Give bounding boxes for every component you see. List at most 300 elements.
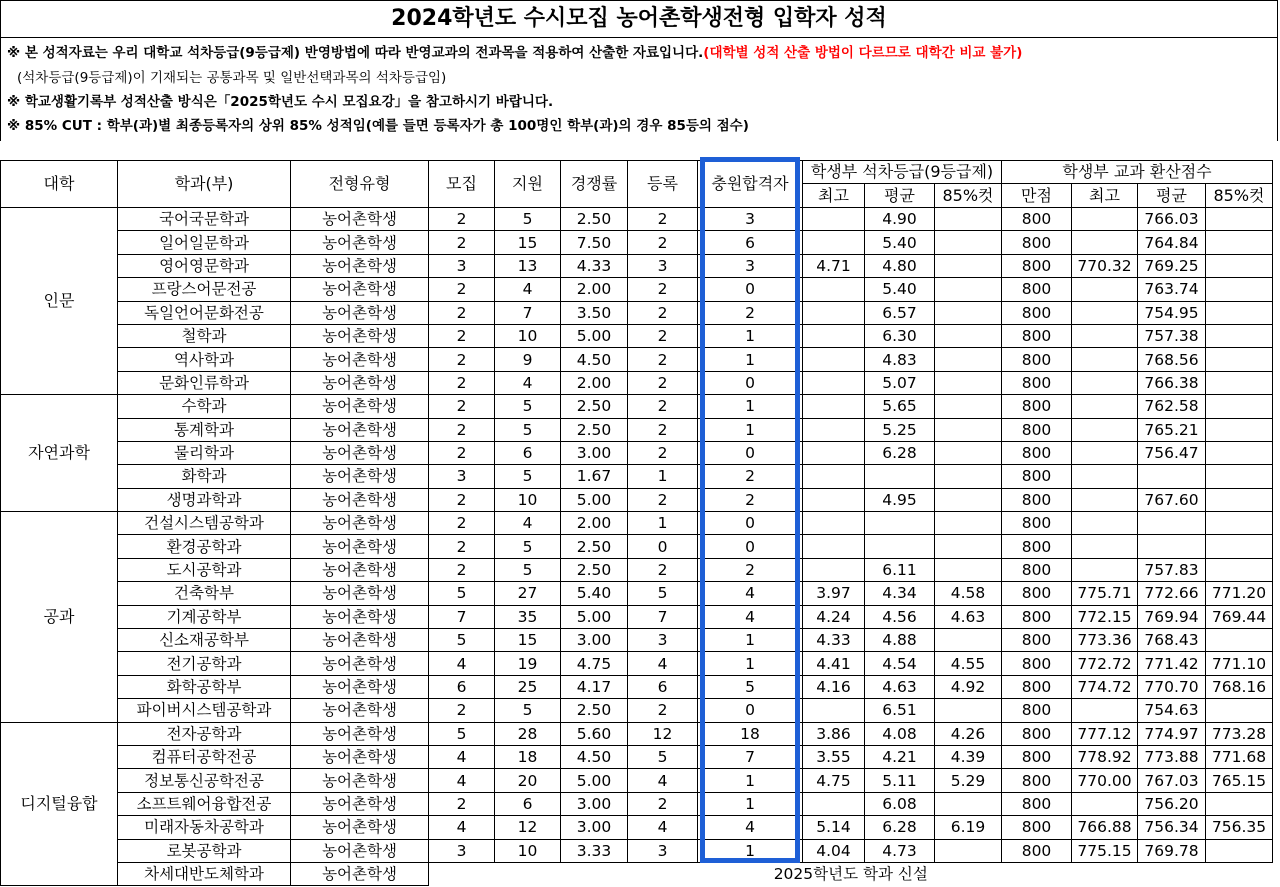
g-avg-cell: 6.30 <box>865 324 935 347</box>
enroll-cell: 2 <box>628 441 698 464</box>
extra-cell: 0 <box>698 699 803 722</box>
type-cell: 농어촌학생 <box>291 535 429 558</box>
s-full-cell: 800 <box>1002 652 1072 675</box>
g-85-cell: 4.39 <box>935 745 1002 768</box>
s-avg-cell: 762.58 <box>1138 395 1206 418</box>
s-max-cell: 775.71 <box>1072 582 1138 605</box>
g-avg-cell: 6.11 <box>865 558 935 581</box>
dept-cell: 차세대반도체학과 <box>118 862 291 885</box>
apply-cell: 6 <box>495 441 561 464</box>
g-max-cell <box>803 324 865 347</box>
ratio-cell: 3.00 <box>561 816 628 839</box>
s-avg-cell: 754.63 <box>1138 699 1206 722</box>
s-avg-cell: 769.78 <box>1138 839 1206 862</box>
s-avg-cell: 756.34 <box>1138 816 1206 839</box>
s-max-cell <box>1072 278 1138 301</box>
s-85-cell: 771.20 <box>1206 582 1273 605</box>
enroll-cell: 2 <box>628 558 698 581</box>
s-max-cell: 766.88 <box>1072 816 1138 839</box>
extra-cell: 1 <box>698 839 803 862</box>
extra-cell: 2 <box>698 558 803 581</box>
table-row <box>1 208 1273 231</box>
table-row <box>1 558 1273 581</box>
table-row <box>1 816 1273 839</box>
g-85-cell: 4.26 <box>935 722 1002 745</box>
s-avg-cell: 756.47 <box>1138 441 1206 464</box>
g-max-cell <box>803 465 865 488</box>
g-avg-cell: 6.08 <box>865 792 935 815</box>
dept-cell: 프랑스어문전공 <box>118 278 291 301</box>
dept-cell: 통계학과 <box>118 418 291 441</box>
dept-cell: 전기공학과 <box>118 652 291 675</box>
g-max-cell <box>803 512 865 535</box>
g-avg-cell: 4.08 <box>865 722 935 745</box>
s-max-cell <box>1072 395 1138 418</box>
table-row <box>1 488 1273 511</box>
g-max-cell <box>803 301 865 324</box>
apply-cell: 12 <box>495 816 561 839</box>
s-avg-cell: 763.74 <box>1138 278 1206 301</box>
g-max-cell: 4.33 <box>803 629 865 652</box>
table-row <box>1 582 1273 605</box>
s-avg-cell: 770.70 <box>1138 675 1206 698</box>
s-85-cell <box>1206 792 1273 815</box>
header-score-85: 85%컷 <box>1206 184 1273 208</box>
apply-cell: 20 <box>495 769 561 792</box>
g-avg-cell: 4.95 <box>865 488 935 511</box>
table-row <box>1 324 1273 347</box>
s-85-cell <box>1206 208 1273 231</box>
enroll-cell: 0 <box>628 535 698 558</box>
enroll-cell: 2 <box>628 324 698 347</box>
g-max-cell <box>803 792 865 815</box>
s-max-cell: 774.72 <box>1072 675 1138 698</box>
g-avg-cell <box>865 535 935 558</box>
table-row <box>1 652 1273 675</box>
s-85-cell: 756.35 <box>1206 816 1273 839</box>
ratio-cell: 2.50 <box>561 558 628 581</box>
quota-cell: 2 <box>429 324 495 347</box>
enroll-cell: 3 <box>628 629 698 652</box>
g-max-cell <box>803 395 865 418</box>
quota-cell: 2 <box>429 792 495 815</box>
ratio-cell: 3.00 <box>561 792 628 815</box>
enroll-cell: 1 <box>628 465 698 488</box>
s-full-cell: 800 <box>1002 488 1072 511</box>
apply-cell: 15 <box>495 231 561 254</box>
header-score-max: 최고 <box>1072 184 1138 208</box>
apply-cell: 5 <box>495 465 561 488</box>
apply-cell: 10 <box>495 488 561 511</box>
s-85-cell: 769.44 <box>1206 605 1273 628</box>
type-cell: 농어촌학생 <box>291 278 429 301</box>
s-85-cell <box>1206 512 1273 535</box>
enroll-cell: 4 <box>628 652 698 675</box>
apply-cell: 7 <box>495 301 561 324</box>
quota-cell: 2 <box>429 395 495 418</box>
s-85-cell <box>1206 558 1273 581</box>
ratio-cell: 2.00 <box>561 512 628 535</box>
g-85-cell <box>935 278 1002 301</box>
s-full-cell: 800 <box>1002 278 1072 301</box>
g-avg-cell: 4.56 <box>865 605 935 628</box>
s-full-cell: 800 <box>1002 558 1072 581</box>
ratio-cell: 4.50 <box>561 348 628 371</box>
s-avg-cell: 757.83 <box>1138 558 1206 581</box>
s-full-cell: 800 <box>1002 839 1072 862</box>
ratio-cell: 7.50 <box>561 231 628 254</box>
s-full-cell: 800 <box>1002 208 1072 231</box>
g-max-cell <box>803 558 865 581</box>
apply-cell: 4 <box>495 371 561 394</box>
s-max-cell <box>1072 441 1138 464</box>
g-max-cell: 5.14 <box>803 816 865 839</box>
g-85-cell: 4.58 <box>935 582 1002 605</box>
s-max-cell: 777.12 <box>1072 722 1138 745</box>
ratio-cell: 3.33 <box>561 839 628 862</box>
extra-cell: 4 <box>698 582 803 605</box>
ratio-cell: 4.50 <box>561 745 628 768</box>
g-85-cell <box>935 324 1002 347</box>
apply-cell: 5 <box>495 535 561 558</box>
s-full-cell: 800 <box>1002 371 1072 394</box>
dept-cell: 화학공학부 <box>118 675 291 698</box>
s-max-cell <box>1072 231 1138 254</box>
g-avg-cell: 4.80 <box>865 254 935 277</box>
s-avg-cell <box>1138 465 1206 488</box>
dept-cell: 수학과 <box>118 395 291 418</box>
dept-cell: 정보통신공학전공 <box>118 769 291 792</box>
extra-cell: 6 <box>698 231 803 254</box>
ratio-cell: 3.00 <box>561 629 628 652</box>
ratio-cell: 4.17 <box>561 675 628 698</box>
extra-cell: 1 <box>698 652 803 675</box>
header-enroll: 등록 <box>628 161 698 208</box>
table-row <box>1 605 1273 628</box>
dept-cell: 일어일문학과 <box>118 231 291 254</box>
extra-cell: 1 <box>698 769 803 792</box>
table-row <box>1 792 1273 815</box>
table-row <box>1 465 1273 488</box>
apply-cell: 15 <box>495 629 561 652</box>
ratio-cell: 2.00 <box>561 371 628 394</box>
apply-cell: 9 <box>495 348 561 371</box>
type-cell: 농어촌학생 <box>291 254 429 277</box>
s-full-cell: 800 <box>1002 441 1072 464</box>
s-85-cell <box>1206 441 1273 464</box>
quota-cell: 2 <box>429 512 495 535</box>
dept-cell: 철학과 <box>118 324 291 347</box>
dept-cell: 영어영문학과 <box>118 254 291 277</box>
dept-cell: 독일언어문화전공 <box>118 301 291 324</box>
type-cell: 농어촌학생 <box>291 558 429 581</box>
dept-cell: 신소재공학부 <box>118 629 291 652</box>
table-row <box>1 745 1273 768</box>
ratio-cell: 2.50 <box>561 699 628 722</box>
quota-cell: 2 <box>429 441 495 464</box>
type-cell: 농어촌학생 <box>291 839 429 862</box>
type-cell: 농어촌학생 <box>291 675 429 698</box>
quota-cell: 2 <box>429 418 495 441</box>
extra-cell: 1 <box>698 348 803 371</box>
s-85-cell: 768.16 <box>1206 675 1273 698</box>
s-85-cell: 773.28 <box>1206 722 1273 745</box>
s-full-cell: 800 <box>1002 348 1072 371</box>
g-avg-cell: 4.63 <box>865 675 935 698</box>
g-max-cell <box>803 418 865 441</box>
s-85-cell <box>1206 301 1273 324</box>
header-score-group: 학생부 교과 환산점수 <box>1002 161 1273 184</box>
g-85-cell <box>935 465 1002 488</box>
quota-cell: 2 <box>429 278 495 301</box>
table-row <box>1 535 1273 558</box>
s-max-cell <box>1072 371 1138 394</box>
extra-cell: 4 <box>698 605 803 628</box>
header-score-avg: 평균 <box>1138 184 1206 208</box>
g-85-cell: 4.55 <box>935 652 1002 675</box>
s-full-cell: 800 <box>1002 231 1072 254</box>
ratio-cell: 2.50 <box>561 208 628 231</box>
s-full-cell: 800 <box>1002 512 1072 535</box>
dept-cell: 환경공학과 <box>118 535 291 558</box>
quota-cell: 5 <box>429 629 495 652</box>
table-row <box>1 395 1273 418</box>
extra-cell: 0 <box>698 441 803 464</box>
s-avg-cell: 767.03 <box>1138 769 1206 792</box>
s-avg-cell <box>1138 535 1206 558</box>
s-full-cell: 800 <box>1002 745 1072 768</box>
notes-section <box>0 37 1278 141</box>
g-avg-cell: 6.28 <box>865 441 935 464</box>
s-85-cell <box>1206 488 1273 511</box>
s-85-cell <box>1206 839 1273 862</box>
extra-cell: 0 <box>698 278 803 301</box>
s-max-cell <box>1072 301 1138 324</box>
header-apply: 지원 <box>495 161 561 208</box>
g-avg-cell: 5.07 <box>865 371 935 394</box>
extra-cell: 4 <box>698 816 803 839</box>
ratio-cell: 5.00 <box>561 605 628 628</box>
g-85-cell <box>935 418 1002 441</box>
ratio-cell: 2.50 <box>561 535 628 558</box>
enroll-cell: 2 <box>628 301 698 324</box>
s-max-cell <box>1072 792 1138 815</box>
table-row <box>1 371 1273 394</box>
s-max-cell <box>1072 348 1138 371</box>
g-85-cell <box>935 558 1002 581</box>
header-grade-85: 85%컷 <box>935 184 1002 208</box>
s-full-cell: 800 <box>1002 816 1072 839</box>
s-avg-cell: 773.88 <box>1138 745 1206 768</box>
g-max-cell <box>803 441 865 464</box>
g-85-cell: 4.92 <box>935 675 1002 698</box>
g-avg-cell: 6.51 <box>865 699 935 722</box>
enroll-cell: 2 <box>628 208 698 231</box>
table-row <box>1 722 1273 745</box>
s-max-cell: 772.15 <box>1072 605 1138 628</box>
enroll-cell: 3 <box>628 839 698 862</box>
extra-cell: 7 <box>698 745 803 768</box>
enroll-cell: 5 <box>628 582 698 605</box>
g-max-cell: 3.55 <box>803 745 865 768</box>
s-85-cell <box>1206 324 1273 347</box>
g-max-cell <box>803 208 865 231</box>
header-extra: 충원합격자 <box>698 161 803 208</box>
dept-cell: 생명과학과 <box>118 488 291 511</box>
quota-cell: 4 <box>429 652 495 675</box>
quota-cell: 2 <box>429 301 495 324</box>
quota-cell: 5 <box>429 722 495 745</box>
s-85-cell <box>1206 699 1273 722</box>
g-avg-cell: 4.73 <box>865 839 935 862</box>
g-85-cell <box>935 231 1002 254</box>
s-full-cell: 800 <box>1002 395 1072 418</box>
apply-cell: 13 <box>495 254 561 277</box>
ratio-cell: 2.00 <box>561 278 628 301</box>
g-85-cell: 5.29 <box>935 769 1002 792</box>
s-max-cell: 775.15 <box>1072 839 1138 862</box>
g-max-cell: 4.24 <box>803 605 865 628</box>
s-full-cell: 800 <box>1002 535 1072 558</box>
dept-cell: 파이버시스템공학과 <box>118 699 291 722</box>
s-avg-cell: 765.21 <box>1138 418 1206 441</box>
header-dept: 학과(부) <box>118 161 291 208</box>
type-cell: 농어촌학생 <box>291 629 429 652</box>
ratio-cell: 3.00 <box>561 441 628 464</box>
ratio-cell: 2.50 <box>561 418 628 441</box>
s-full-cell: 800 <box>1002 254 1072 277</box>
apply-cell: 5 <box>495 208 561 231</box>
quota-cell: 2 <box>429 699 495 722</box>
s-full-cell: 800 <box>1002 769 1072 792</box>
g-max-cell: 4.75 <box>803 769 865 792</box>
g-85-cell <box>935 371 1002 394</box>
college-cell: 디지털융합 <box>1 722 118 886</box>
s-max-cell <box>1072 558 1138 581</box>
g-85-cell <box>935 792 1002 815</box>
note-line-1-warning: (대학별 성적 산출 방법이 다르므로 대학간 비교 불가) <box>703 45 1023 61</box>
g-max-cell: 4.41 <box>803 652 865 675</box>
enroll-cell: 4 <box>628 769 698 792</box>
college-cell: 인문 <box>1 208 118 395</box>
g-max-cell <box>803 231 865 254</box>
type-cell: 농어촌학생 <box>291 371 429 394</box>
type-cell: 농어촌학생 <box>291 395 429 418</box>
g-max-cell: 4.04 <box>803 839 865 862</box>
g-85-cell <box>935 301 1002 324</box>
spacer-row <box>0 141 1278 161</box>
table-row <box>1 675 1273 698</box>
s-avg-cell: 768.43 <box>1138 629 1206 652</box>
dept-cell: 로봇공학과 <box>118 839 291 862</box>
apply-cell: 27 <box>495 582 561 605</box>
g-max-cell <box>803 535 865 558</box>
type-cell: 농어촌학생 <box>291 816 429 839</box>
table-row <box>1 418 1273 441</box>
g-max-cell: 4.16 <box>803 675 865 698</box>
s-full-cell: 800 <box>1002 605 1072 628</box>
quota-cell: 3 <box>429 465 495 488</box>
g-avg-cell: 5.25 <box>865 418 935 441</box>
new-dept-note: 2025학년도 학과 신설 <box>429 862 1273 885</box>
extra-cell: 1 <box>698 792 803 815</box>
page-title: 2024학년도 수시모집 농어촌학생전형 입학자 성적 <box>0 0 1278 38</box>
type-cell: 농어촌학생 <box>291 769 429 792</box>
apply-cell: 5 <box>495 395 561 418</box>
quota-cell: 2 <box>429 488 495 511</box>
header-grade-avg: 평균 <box>865 184 935 208</box>
type-cell: 농어촌학생 <box>291 699 429 722</box>
table-row <box>1 441 1273 464</box>
dept-cell: 도시공학과 <box>118 558 291 581</box>
extra-cell: 0 <box>698 371 803 394</box>
header-college: 대학 <box>1 161 118 208</box>
apply-cell: 4 <box>495 512 561 535</box>
s-full-cell: 800 <box>1002 629 1072 652</box>
s-max-cell: 772.72 <box>1072 652 1138 675</box>
enroll-cell: 2 <box>628 418 698 441</box>
note-line-1 <box>7 41 1022 61</box>
s-max-cell <box>1072 465 1138 488</box>
ratio-cell: 5.40 <box>561 582 628 605</box>
g-max-cell: 3.97 <box>803 582 865 605</box>
s-max-cell: 773.36 <box>1072 629 1138 652</box>
s-85-cell <box>1206 535 1273 558</box>
s-full-cell: 800 <box>1002 301 1072 324</box>
enroll-cell: 2 <box>628 699 698 722</box>
apply-cell: 10 <box>495 839 561 862</box>
g-85-cell: 4.63 <box>935 605 1002 628</box>
enroll-cell: 6 <box>628 675 698 698</box>
s-full-cell: 800 <box>1002 675 1072 698</box>
s-85-cell <box>1206 395 1273 418</box>
quota-cell: 3 <box>429 254 495 277</box>
apply-cell: 25 <box>495 675 561 698</box>
extra-cell: 1 <box>698 395 803 418</box>
table-row <box>1 629 1273 652</box>
table-row <box>1 301 1273 324</box>
extra-cell: 1 <box>698 324 803 347</box>
s-avg-cell: 754.95 <box>1138 301 1206 324</box>
extra-cell: 2 <box>698 301 803 324</box>
g-max-cell <box>803 278 865 301</box>
s-85-cell <box>1206 348 1273 371</box>
g-85-cell <box>935 441 1002 464</box>
enroll-cell: 2 <box>628 348 698 371</box>
g-85-cell <box>935 208 1002 231</box>
apply-cell: 5 <box>495 699 561 722</box>
g-85-cell <box>935 839 1002 862</box>
s-avg-cell: 769.25 <box>1138 254 1206 277</box>
dept-cell: 미래자동차공학과 <box>118 816 291 839</box>
results-table <box>0 160 1273 886</box>
dept-cell: 컴퓨터공학전공 <box>118 745 291 768</box>
enroll-cell: 2 <box>628 488 698 511</box>
header-ratio: 경쟁률 <box>561 161 628 208</box>
type-cell: 농어촌학생 <box>291 324 429 347</box>
apply-cell: 4 <box>495 278 561 301</box>
type-cell: 농어촌학생 <box>291 441 429 464</box>
type-cell: 농어촌학생 <box>291 792 429 815</box>
g-avg-cell <box>865 465 935 488</box>
table-row <box>1 862 1273 885</box>
quota-cell: 7 <box>429 605 495 628</box>
ratio-cell: 4.33 <box>561 254 628 277</box>
s-85-cell <box>1206 371 1273 394</box>
quota-cell: 2 <box>429 535 495 558</box>
extra-cell: 2 <box>698 488 803 511</box>
quota-cell: 2 <box>429 208 495 231</box>
